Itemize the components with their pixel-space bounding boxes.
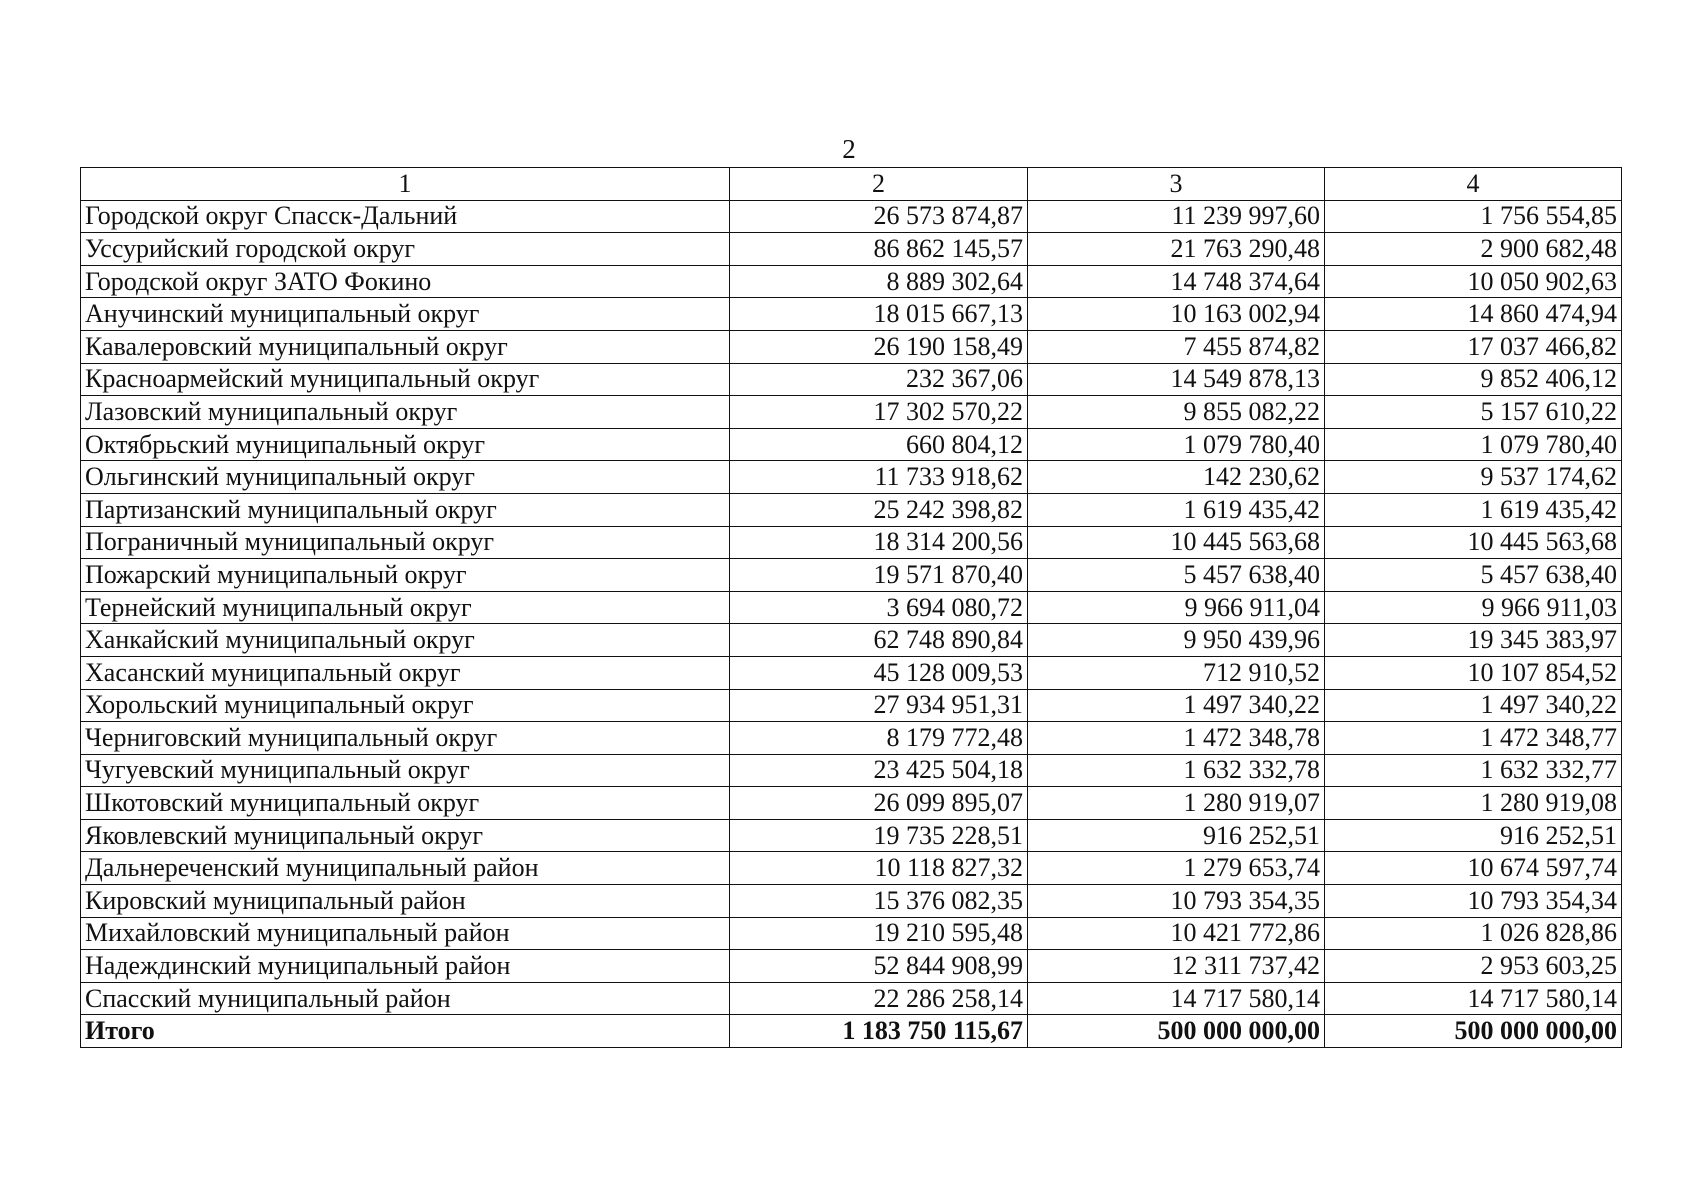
value-col-3: 12 311 737,42 <box>1028 950 1325 983</box>
value-col-4: 10 445 563,68 <box>1325 526 1622 559</box>
value-col-3: 9 855 082,22 <box>1028 396 1325 429</box>
value-col-4: 5 457 638,40 <box>1325 559 1622 592</box>
column-header-3: 3 <box>1028 168 1325 201</box>
value-col-2: 19 571 870,40 <box>730 559 1028 592</box>
municipality-name: Красноармейский муниципальный округ <box>81 363 730 396</box>
allocation-table <box>80 167 1622 1048</box>
value-col-3: 1 079 780,40 <box>1028 428 1325 461</box>
municipality-name: Спасский муниципальный район <box>81 982 730 1015</box>
value-col-3: 5 457 638,40 <box>1028 559 1325 592</box>
municipality-name: Чугуевский муниципальный округ <box>81 754 730 787</box>
municipality-name: Городской округ ЗАТО Фокино <box>81 265 730 298</box>
value-col-4: 1 280 919,08 <box>1325 787 1622 820</box>
value-col-4: 9 966 911,03 <box>1325 591 1622 624</box>
value-col-4: 5 157 610,22 <box>1325 396 1622 429</box>
municipality-name: Хасанский муниципальный округ <box>81 656 730 689</box>
municipality-name: Кировский муниципальный район <box>81 885 730 918</box>
municipality-name: Михайловский муниципальный район <box>81 917 730 950</box>
value-col-2: 19 210 595,48 <box>730 917 1028 950</box>
value-col-4: 2 953 603,25 <box>1325 950 1622 983</box>
value-col-3: 142 230,62 <box>1028 461 1325 494</box>
column-header-1: 1 <box>81 168 730 201</box>
municipality-name: Хорольский муниципальный округ <box>81 689 730 722</box>
value-col-4: 14 860 474,94 <box>1325 298 1622 331</box>
page-number: 2 <box>842 134 856 164</box>
table-row <box>81 852 1622 885</box>
value-col-4: 9 852 406,12 <box>1325 363 1622 396</box>
value-col-2: 86 862 145,57 <box>730 233 1028 266</box>
value-col-4: 14 717 580,14 <box>1325 982 1622 1015</box>
total-label: Итого <box>81 1015 730 1048</box>
value-col-2: 3 694 080,72 <box>730 591 1028 624</box>
value-col-2: 15 376 082,35 <box>730 885 1028 918</box>
table-row <box>81 526 1622 559</box>
value-col-3: 1 619 435,42 <box>1028 493 1325 526</box>
value-col-2: 23 425 504,18 <box>730 754 1028 787</box>
municipality-name: Анучинский муниципальный округ <box>81 298 730 331</box>
value-col-3: 14 549 878,13 <box>1028 363 1325 396</box>
table-row <box>81 396 1622 429</box>
value-col-2: 19 735 228,51 <box>730 819 1028 852</box>
value-col-3: 1 497 340,22 <box>1028 689 1325 722</box>
value-col-4: 10 107 854,52 <box>1325 656 1622 689</box>
value-col-2: 22 286 258,14 <box>730 982 1028 1015</box>
value-col-3: 916 252,51 <box>1028 819 1325 852</box>
column-header-2: 2 <box>730 168 1028 201</box>
value-col-3: 11 239 997,60 <box>1028 200 1325 233</box>
value-col-2: 10 118 827,32 <box>730 852 1028 885</box>
value-col-2: 18 314 200,56 <box>730 526 1028 559</box>
value-col-2: 27 934 951,31 <box>730 689 1028 722</box>
column-number-header-row <box>81 168 1622 201</box>
value-col-3: 10 421 772,86 <box>1028 917 1325 950</box>
municipality-name: Городской округ Спасск-Дальний <box>81 200 730 233</box>
column-header-4: 4 <box>1325 168 1622 201</box>
table-row <box>81 298 1622 331</box>
value-col-3: 14 717 580,14 <box>1028 982 1325 1015</box>
table-row <box>81 624 1622 657</box>
value-col-4: 17 037 466,82 <box>1325 330 1622 363</box>
table-row <box>81 689 1622 722</box>
municipality-name: Яковлевский муниципальный округ <box>81 819 730 852</box>
total-col-4: 500 000 000,00 <box>1325 1015 1622 1048</box>
value-col-3: 14 748 374,64 <box>1028 265 1325 298</box>
value-col-2: 25 242 398,82 <box>730 493 1028 526</box>
value-col-3: 9 950 439,96 <box>1028 624 1325 657</box>
value-col-2: 660 804,12 <box>730 428 1028 461</box>
value-col-3: 10 445 563,68 <box>1028 526 1325 559</box>
value-col-4: 19 345 383,97 <box>1325 624 1622 657</box>
value-col-4: 916 252,51 <box>1325 819 1622 852</box>
municipality-name: Ольгинский муниципальный округ <box>81 461 730 494</box>
table-row <box>81 722 1622 755</box>
value-col-2: 62 748 890,84 <box>730 624 1028 657</box>
table-row <box>81 787 1622 820</box>
value-col-3: 1 280 919,07 <box>1028 787 1325 820</box>
municipality-name: Уссурийский городской округ <box>81 233 730 266</box>
value-col-2: 8 179 772,48 <box>730 722 1028 755</box>
table-row <box>81 950 1622 983</box>
table-row <box>81 493 1622 526</box>
value-col-3: 1 279 653,74 <box>1028 852 1325 885</box>
value-col-3: 712 910,52 <box>1028 656 1325 689</box>
table-row <box>81 233 1622 266</box>
municipality-name: Партизанский муниципальный округ <box>81 493 730 526</box>
table-row <box>81 982 1622 1015</box>
value-col-3: 1 472 348,78 <box>1028 722 1325 755</box>
value-col-4: 1 079 780,40 <box>1325 428 1622 461</box>
value-col-3: 21 763 290,48 <box>1028 233 1325 266</box>
municipality-name: Кавалеровский муниципальный округ <box>81 330 730 363</box>
table-row <box>81 591 1622 624</box>
table-body <box>81 200 1622 1015</box>
table-row <box>81 819 1622 852</box>
table-row <box>81 885 1622 918</box>
value-col-2: 45 128 009,53 <box>730 656 1028 689</box>
value-col-4: 1 497 340,22 <box>1325 689 1622 722</box>
value-col-4: 1 756 554,85 <box>1325 200 1622 233</box>
value-col-2: 18 015 667,13 <box>730 298 1028 331</box>
municipality-name: Ханкайский муниципальный округ <box>81 624 730 657</box>
value-col-4: 1 632 332,77 <box>1325 754 1622 787</box>
municipality-name: Октябрьский муниципальный округ <box>81 428 730 461</box>
table-row <box>81 917 1622 950</box>
municipality-name: Лазовский муниципальный округ <box>81 396 730 429</box>
value-col-2: 11 733 918,62 <box>730 461 1028 494</box>
total-col-3: 500 000 000,00 <box>1028 1015 1325 1048</box>
table-row <box>81 200 1622 233</box>
value-col-2: 17 302 570,22 <box>730 396 1028 429</box>
value-col-2: 26 190 158,49 <box>730 330 1028 363</box>
table-row <box>81 363 1622 396</box>
value-col-2: 52 844 908,99 <box>730 950 1028 983</box>
value-col-2: 232 367,06 <box>730 363 1028 396</box>
value-col-4: 1 472 348,77 <box>1325 722 1622 755</box>
table-row <box>81 265 1622 298</box>
municipality-name: Пограничный муниципальный округ <box>81 526 730 559</box>
value-col-4: 10 674 597,74 <box>1325 852 1622 885</box>
value-col-2: 8 889 302,64 <box>730 265 1028 298</box>
value-col-3: 10 163 002,94 <box>1028 298 1325 331</box>
value-col-3: 9 966 911,04 <box>1028 591 1325 624</box>
table-row <box>81 461 1622 494</box>
value-col-2: 26 573 874,87 <box>730 200 1028 233</box>
value-col-4: 2 900 682,48 <box>1325 233 1622 266</box>
municipality-name: Пожарский муниципальный округ <box>81 559 730 592</box>
value-col-4: 9 537 174,62 <box>1325 461 1622 494</box>
value-col-4: 1 026 828,86 <box>1325 917 1622 950</box>
total-row <box>81 1015 1622 1048</box>
municipality-name: Черниговский муниципальный округ <box>81 722 730 755</box>
value-col-4: 1 619 435,42 <box>1325 493 1622 526</box>
value-col-4: 10 793 354,34 <box>1325 885 1622 918</box>
total-col-2: 1 183 750 115,67 <box>730 1015 1028 1048</box>
value-col-3: 7 455 874,82 <box>1028 330 1325 363</box>
municipality-name: Тернейский муниципальный округ <box>81 591 730 624</box>
municipality-name: Надеждинский муниципальный район <box>81 950 730 983</box>
value-col-2: 26 099 895,07 <box>730 787 1028 820</box>
table-row <box>81 754 1622 787</box>
value-col-4: 10 050 902,63 <box>1325 265 1622 298</box>
table-row <box>81 559 1622 592</box>
municipality-name: Дальнереченский муниципальный район <box>81 852 730 885</box>
value-col-3: 1 632 332,78 <box>1028 754 1325 787</box>
table-row <box>81 330 1622 363</box>
municipality-name: Шкотовский муниципальный округ <box>81 787 730 820</box>
table-row <box>81 428 1622 461</box>
table-row <box>81 656 1622 689</box>
value-col-3: 10 793 354,35 <box>1028 885 1325 918</box>
